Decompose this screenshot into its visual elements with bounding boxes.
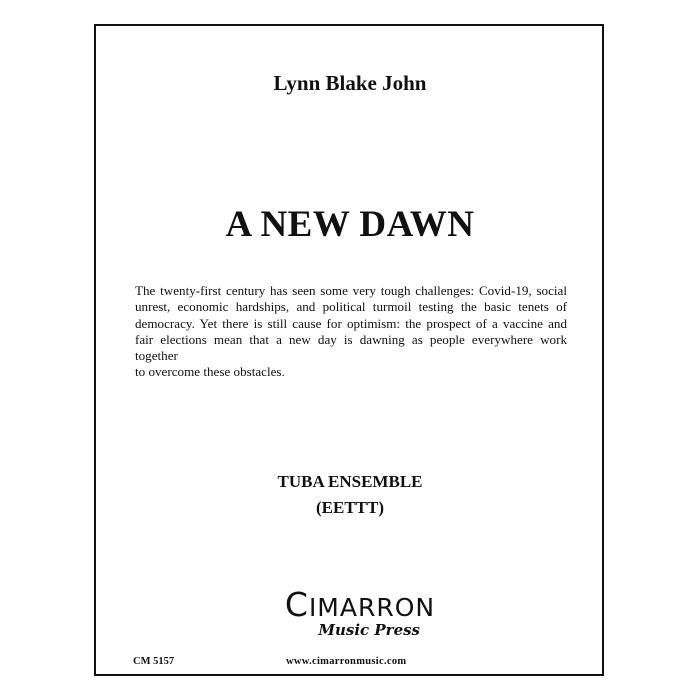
publisher-logo-initial: C: [284, 585, 309, 624]
publisher-logo-rest: IMARRON: [308, 593, 436, 622]
composer-name: Lynn Blake John: [273, 71, 427, 95]
publisher-logo-wordmark: [280, 585, 440, 624]
ensemble-label: TUBA ENSEMBLE: [277, 472, 423, 491]
publisher-website: www.cimarronmusic.com: [286, 656, 407, 667]
publisher-logo-subtitle: Music Press: [318, 621, 420, 639]
program-note-line: to overcome these obstacles.: [135, 364, 285, 380]
program-note-line: fair elections mean that a new day is dawning as people everywhere work together: [135, 331, 567, 364]
instrumentation-label: (EETTT): [315, 498, 385, 517]
program-note-line: democracy. Yet there is still cause for optimism: the prospect of a vaccine and: [135, 315, 567, 331]
program-note: [135, 283, 567, 381]
program-note-line: unrest, economic hardships, and political turmoil testing the basic tenets of: [135, 299, 567, 315]
program-note-line: The twenty-first century has seen some very tough challenges: Covid-19, social: [135, 283, 567, 298]
piece-title: A NEW DAWN: [225, 204, 475, 245]
publisher-logo: [280, 585, 440, 650]
catalog-number: CM 5157: [133, 656, 175, 667]
